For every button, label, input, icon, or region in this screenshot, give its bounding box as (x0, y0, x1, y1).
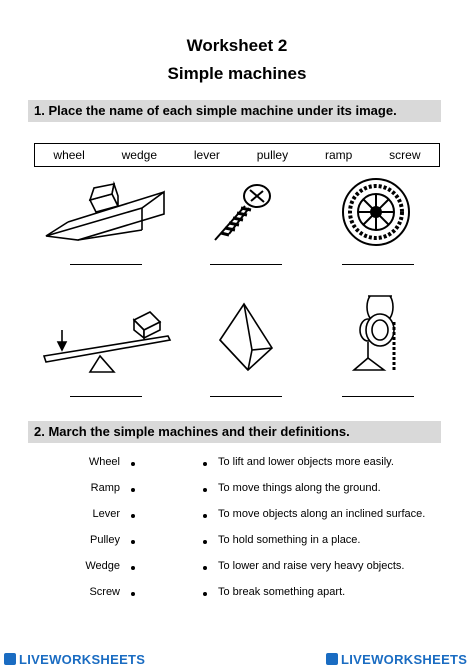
footer-brand-text: LIVEWORKSHEETS (341, 652, 468, 667)
liveworksheets-logo-icon (4, 653, 16, 665)
word-bank-item: wheel (53, 148, 85, 162)
word-bank-item: lever (193, 148, 220, 162)
term-dot[interactable] (131, 462, 135, 466)
screw-image (205, 178, 275, 248)
answer-blank-5[interactable] (210, 396, 282, 397)
worksheet-title: Worksheet 2 (186, 36, 288, 55)
definition-label: To move things along the ground. (218, 482, 381, 494)
footer-brand-text: LIVEWORKSHEETS (19, 652, 146, 667)
definition-dot[interactable] (203, 488, 207, 492)
term-dot[interactable] (131, 592, 135, 596)
answer-blank-1[interactable] (70, 264, 142, 265)
answer-blank-2[interactable] (210, 264, 282, 265)
definition-label: To move objects along an inclined surface. (218, 508, 426, 520)
word-bank-item: wedge (121, 148, 158, 162)
term-label: Lever (92, 508, 120, 520)
word-bank (34, 143, 440, 167)
section1-heading: 1. Place the name of each simple machine under its image. (28, 100, 441, 122)
definition-label: To lower and raise very heavy objects. (218, 560, 405, 572)
term-dot[interactable] (131, 566, 135, 570)
answer-blank-6[interactable] (342, 396, 414, 397)
definition-label: To lift and lower objects more easily. (218, 456, 394, 468)
word-bank-item: pulley (256, 148, 289, 162)
term-label: Wedge (85, 560, 120, 572)
definition-dot[interactable] (203, 566, 207, 570)
section2-heading: 2. March the simple machines and their definitions. (28, 421, 441, 443)
ramp-image (38, 178, 178, 248)
term-dot[interactable] (131, 540, 135, 544)
term-label: Ramp (90, 482, 120, 494)
wheel-image (340, 176, 412, 248)
term-label: Pulley (90, 534, 120, 546)
definition-dot[interactable] (203, 592, 207, 596)
definition-dot[interactable] (203, 514, 207, 518)
term-dot[interactable] (131, 488, 135, 492)
term-label: Screw (89, 586, 120, 598)
lever-image (36, 300, 186, 380)
pulley-image (340, 292, 420, 382)
answer-blank-3[interactable] (342, 264, 414, 265)
footer-brand-left (4, 652, 145, 667)
term-dot[interactable] (131, 514, 135, 518)
definition-dot[interactable] (203, 540, 207, 544)
footer-brand-right (326, 652, 467, 667)
answer-blank-4[interactable] (70, 396, 142, 397)
definition-label: To hold something in a place. (218, 534, 361, 546)
word-bank-item: ramp (324, 148, 353, 162)
worksheet-subtitle: Simple machines (167, 64, 307, 83)
liveworksheets-logo-icon (326, 653, 338, 665)
definition-label: To break something apart. (218, 586, 346, 598)
term-label: Wheel (88, 456, 120, 468)
word-bank-item: screw (389, 148, 421, 162)
wedge-image (212, 298, 282, 378)
definition-dot[interactable] (203, 462, 207, 466)
